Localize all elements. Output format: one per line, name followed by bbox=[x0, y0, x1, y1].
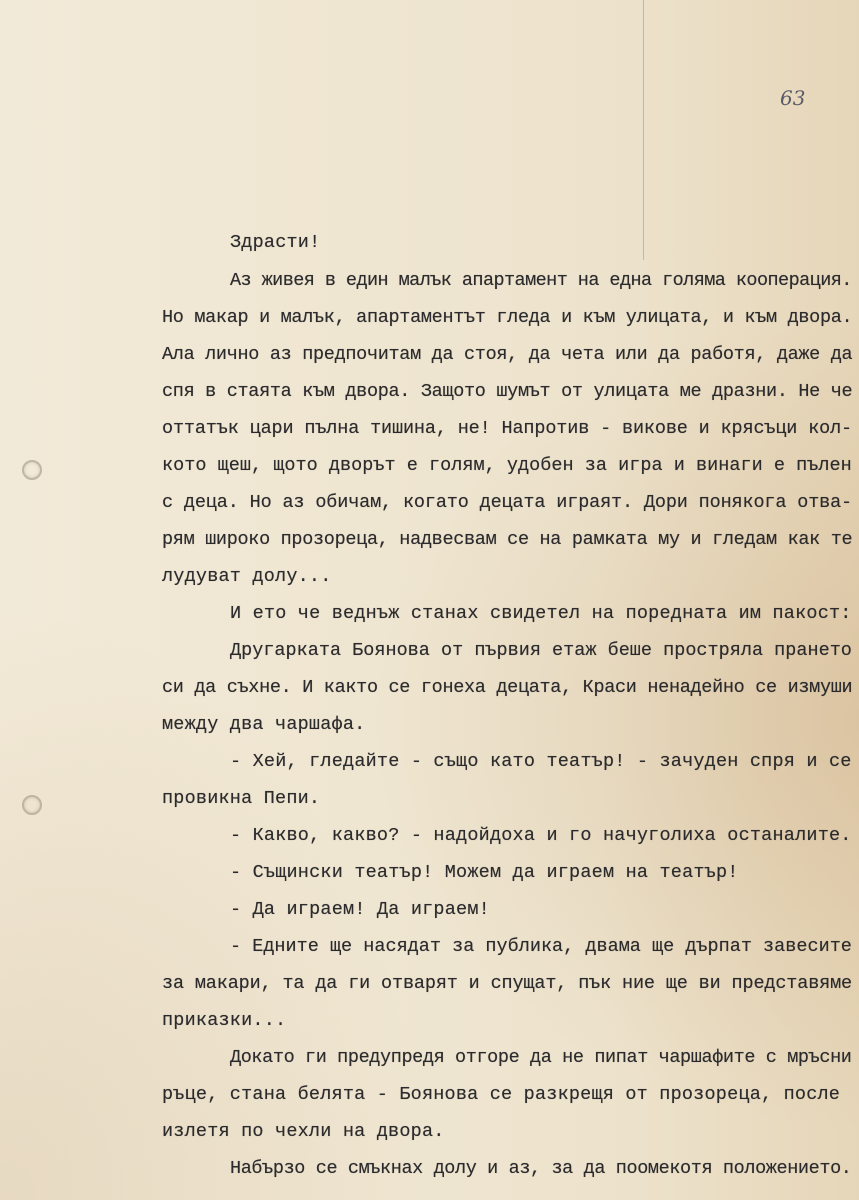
line-13: си да съхне. И както се гонеха децата, Краси ненадейно се измуши bbox=[162, 677, 853, 698]
line-2: Аз живея в един малък апартамент на една голяма кооперация. bbox=[230, 270, 852, 291]
line-15: - Хей, гледайте - също като театър! - зачуден спря и се bbox=[230, 751, 852, 772]
line-16: провикна Пепи. bbox=[162, 788, 321, 809]
line-3: Но макар и малък, апартаментът гледа и към улицата, и към двора. bbox=[162, 307, 853, 328]
line-5: спя в стаята към двора. Защото шумът от улицата ме дразни. Не че bbox=[162, 381, 853, 402]
line-1: Здрасти! bbox=[230, 232, 321, 253]
page-number: 63 bbox=[780, 86, 806, 110]
line-25: излетя по чехли на двора. bbox=[162, 1121, 445, 1142]
line-6: оттатък цари пълна тишина, не! Напротив - викове и крясъци кол- bbox=[162, 418, 853, 439]
line-9: рям широко прозореца, надвесвам се на рамката му и гледам как те bbox=[162, 529, 853, 550]
line-8: с деца. Но аз обичам, когато децата играят. Дори понякога отва- bbox=[162, 492, 853, 513]
line-7: кото щеш, щото дворът е голям, удобен за игра и винаги е пълен bbox=[162, 455, 852, 476]
line-18: - Същински театър! Можем да играем на театър! bbox=[230, 862, 739, 883]
line-11: И ето че веднъж станах свидетел на поредната им пакост: bbox=[230, 603, 852, 624]
line-21: за макари, та да ги отварят и спущат, пък ние ще ви представяме bbox=[162, 973, 853, 994]
line-10: лудуват долу... bbox=[162, 566, 332, 587]
line-12: Другарката Боянова от първия етаж беше простряла прането bbox=[230, 640, 852, 661]
line-23: Докато ги предупредя отгоре да не пипат чаршафите с мръсни bbox=[230, 1047, 852, 1068]
line-14: между два чаршафа. bbox=[162, 714, 366, 735]
line-26: Набързо се смъкнах долу и аз, за да поомекотя положението. bbox=[230, 1158, 852, 1179]
line-17: - Какво, какво? - надойдоха и го начуголиха останалите. bbox=[230, 825, 852, 846]
line-19: - Да играем! Да играем! bbox=[230, 899, 490, 920]
line-20: - Едните ще насядат за публика, двама ще дърпат завесите bbox=[230, 936, 852, 957]
line-22: приказки... bbox=[162, 1010, 287, 1031]
line-4: Ала лично аз предпочитам да стоя, да чета или да работя, даже да bbox=[162, 344, 853, 365]
line-24: ръце, стана белята - Боянова се разкрещя от прозореца, после bbox=[162, 1084, 841, 1105]
